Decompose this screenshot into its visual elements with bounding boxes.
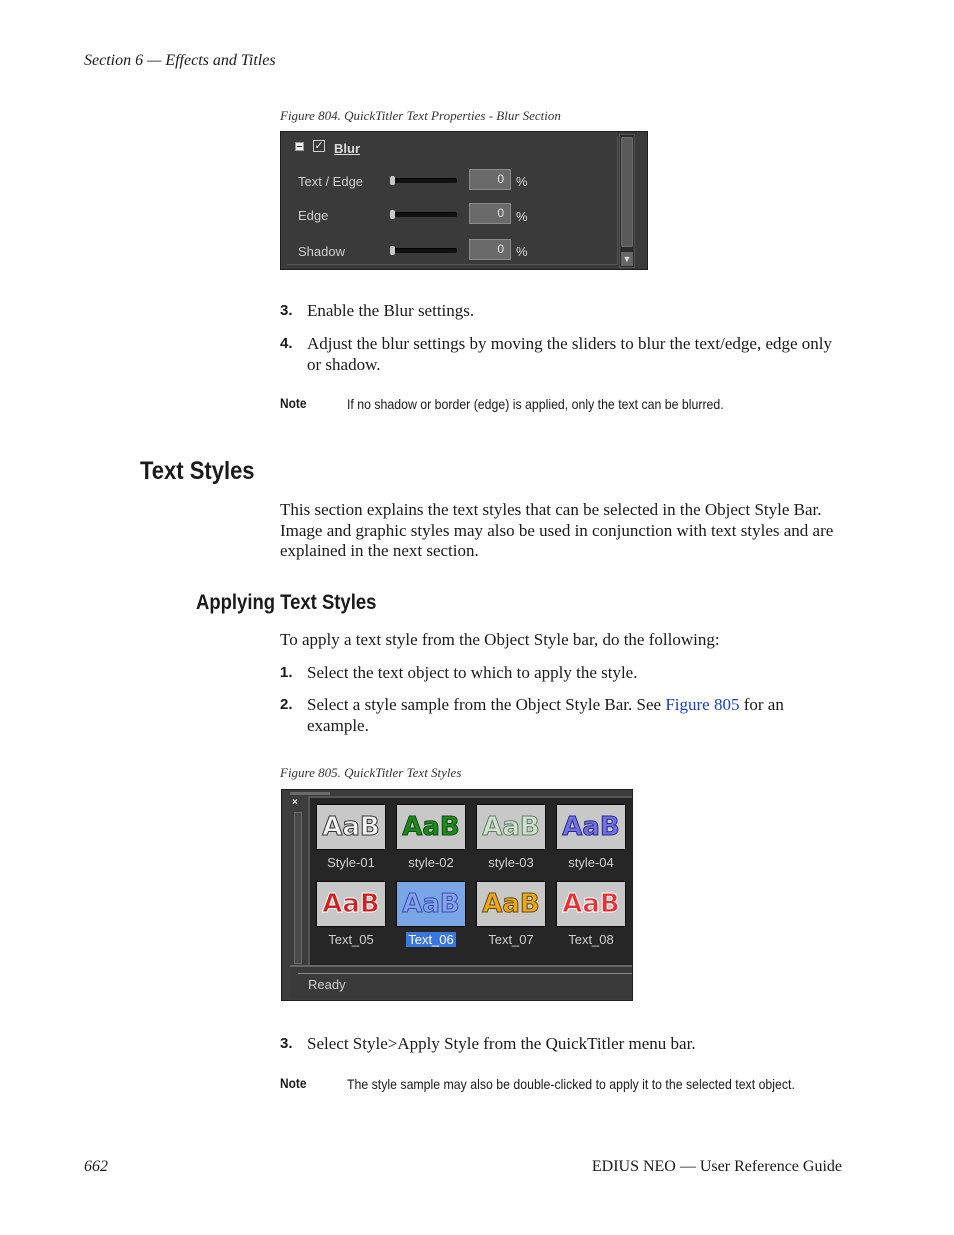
step-item (280, 334, 840, 378)
style-sample: AaB (322, 812, 380, 842)
percent-unit: % (516, 174, 528, 189)
note-label: Note (280, 395, 307, 411)
step-number: 3. (280, 302, 293, 319)
style-label-selected (393, 932, 469, 947)
style-grid (308, 796, 633, 966)
collapse-icon[interactable] (295, 142, 304, 151)
style-sample: AaB (562, 889, 620, 919)
step-text-after: for an example. (307, 695, 784, 735)
style-tile[interactable] (316, 804, 386, 850)
style-label: style-04 (568, 855, 614, 870)
text-styles-screenshot (281, 789, 633, 1001)
style-label: Text_05 (328, 932, 374, 947)
section-heading: Text Styles (140, 457, 255, 485)
vertical-scrollbar[interactable] (619, 134, 635, 268)
style-tile[interactable] (476, 881, 546, 927)
blur-label: Blur (334, 141, 360, 156)
style-label: Style-01 (327, 855, 375, 870)
step-text: Select the text object to which to apply the style. (307, 663, 638, 682)
close-icon[interactable]: × (292, 797, 298, 808)
slider-knob[interactable] (390, 176, 395, 185)
subsection-intro: To apply a text style from the Object Style bar, do the following: (280, 630, 720, 649)
blur-row-label: Edge (298, 208, 329, 223)
slider-knob[interactable] (390, 210, 395, 219)
panel-side-bar (294, 812, 302, 964)
panel-grip (290, 792, 330, 795)
style-label: Text_08 (568, 932, 614, 947)
step-number: 3. (280, 1035, 293, 1052)
edge-value[interactable]: 0 (469, 203, 511, 224)
step-text: Select Style>Apply Style from the QuickTitler menu bar. (307, 1034, 696, 1053)
footer-title: EDIUS NEO — User Reference Guide (591, 1158, 842, 1175)
note-label: Note (280, 1075, 307, 1091)
figure-805-caption: Figure 805. QuickTitler Text Styles (280, 765, 462, 780)
edge-slider[interactable] (391, 212, 457, 217)
style-tile-selected[interactable] (396, 881, 466, 927)
step-item (280, 1034, 840, 1056)
step-text: Adjust the blur settings by moving the sliders to blur the text/edge, edge only or shadow. (307, 334, 833, 374)
shadow-slider[interactable] (391, 248, 457, 253)
style-sample: AaB (482, 889, 540, 919)
status-bar (290, 965, 633, 999)
scroll-down-arrow-icon[interactable]: ▼ (622, 254, 632, 264)
scrollbar-thumb[interactable] (621, 137, 633, 247)
running-header: Section 6 — Effects and Titles (84, 52, 276, 69)
step-number: 1. (280, 664, 293, 681)
page-number: 662 (84, 1158, 108, 1175)
status-divider (298, 973, 632, 974)
style-tile[interactable] (556, 804, 626, 850)
style-label: style-02 (408, 855, 454, 870)
step-item (280, 663, 840, 685)
shadow-value[interactable]: 0 (469, 239, 511, 260)
style-label: style-03 (488, 855, 534, 870)
blur-row-label: Text / Edge (298, 174, 364, 189)
step-item (280, 695, 840, 739)
selected-label-text: Text_06 (408, 932, 454, 947)
blur-section-screenshot (280, 131, 648, 270)
figure-805-link[interactable]: Figure 805 (665, 695, 740, 714)
note-text: The style sample may also be double-clicked to apply it to the selected text object. (347, 1076, 795, 1092)
note-text: If no shadow or border (edge) is applied, only the text can be blurred. (347, 396, 724, 412)
percent-unit: % (516, 244, 528, 259)
checkbox-checked-icon[interactable]: ✓ (314, 140, 324, 152)
step-text: Enable the Blur settings. (307, 301, 475, 320)
subsection-heading: Applying Text Styles (196, 591, 377, 614)
style-tile[interactable] (396, 804, 466, 850)
style-tile[interactable] (316, 881, 386, 927)
style-sample: AaB (322, 889, 380, 919)
style-tile[interactable] (476, 804, 546, 850)
text-edge-value[interactable]: 0 (469, 169, 511, 190)
percent-unit: % (516, 209, 528, 224)
blur-row-label: Shadow (298, 244, 345, 259)
text-edge-slider[interactable] (391, 178, 457, 183)
figure-804-caption: Figure 804. QuickTitler Text Properties - Blur Section (280, 108, 561, 123)
step-text-before: Select a style sample from the Object Style Bar. See (307, 695, 666, 714)
style-sample: AaB (562, 812, 620, 842)
status-text: Ready (308, 977, 346, 992)
step-number: 4. (280, 335, 293, 352)
style-tile[interactable] (556, 881, 626, 927)
style-label: Text_07 (488, 932, 534, 947)
style-sample: AaB (482, 812, 540, 842)
slider-knob[interactable] (390, 246, 395, 255)
step-number: 2. (280, 696, 293, 713)
style-sample: AaB (402, 812, 460, 842)
style-sample: AaB (402, 889, 460, 919)
section-intro: This section explains the text styles that can be selected in the Object Style Bar. Image and graphic styles may also be used in conjunction with text styles and are explained in the next section. (280, 500, 834, 560)
step-text (307, 695, 837, 736)
step-item (280, 301, 840, 323)
